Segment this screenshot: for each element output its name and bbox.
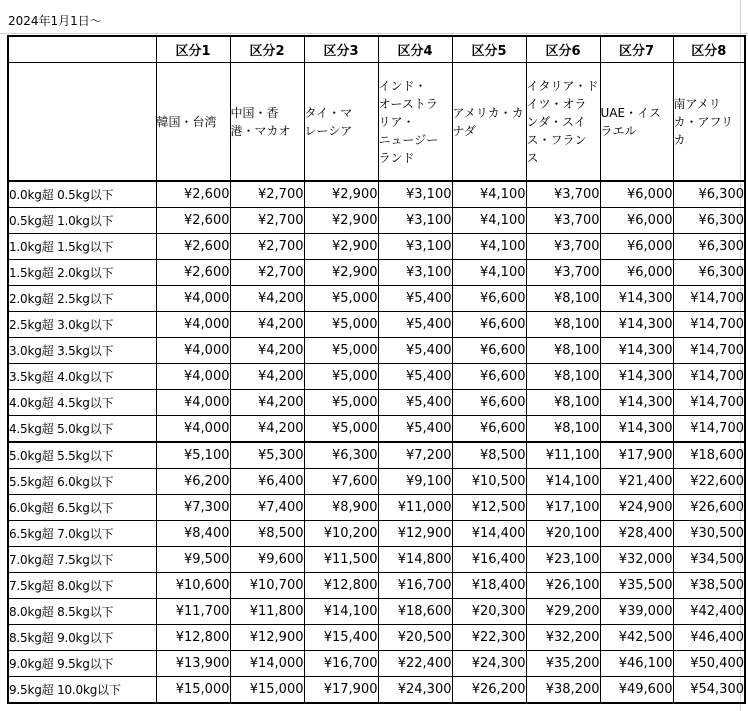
price-cell[interactable]: ¥14,700 <box>673 286 745 312</box>
price-cell[interactable]: ¥8,100 <box>526 312 600 338</box>
weight-range-cell[interactable]: 5.5kg超 6.0kg以下 <box>8 469 156 495</box>
weight-range-cell[interactable]: 1.5kg超 2.0kg以下 <box>8 260 156 286</box>
price-cell[interactable]: ¥46,100 <box>600 651 673 677</box>
price-cell[interactable]: ¥34,500 <box>673 547 745 573</box>
price-cell[interactable]: ¥12,900 <box>378 521 452 547</box>
rate-row <box>8 599 745 625</box>
price-cell[interactable]: ¥23,100 <box>526 547 600 573</box>
weight-range-cell[interactable]: 8.5kg超 9.0kg以下 <box>8 625 156 651</box>
rate-row <box>8 625 745 651</box>
weight-range-cell[interactable]: 5.0kg超 5.5kg以下 <box>8 442 156 469</box>
price-cell[interactable]: ¥10,600 <box>156 573 230 599</box>
zone-header-cell[interactable]: 区分4 <box>378 36 452 63</box>
price-cell[interactable]: ¥14,700 <box>673 416 745 443</box>
price-cell[interactable]: ¥6,000 <box>600 181 673 208</box>
zone-header-cell[interactable]: 区分7 <box>600 36 673 63</box>
price-cell[interactable]: ¥6,000 <box>600 260 673 286</box>
price-cell[interactable]: ¥35,200 <box>526 651 600 677</box>
weight-range-cell[interactable]: 3.0kg超 3.5kg以下 <box>8 338 156 364</box>
price-cell[interactable]: ¥4,100 <box>452 208 526 234</box>
price-cell[interactable]: ¥14,000 <box>230 651 304 677</box>
price-cell[interactable]: ¥42,400 <box>673 599 745 625</box>
price-cell[interactable]: ¥42,500 <box>600 625 673 651</box>
price-cell[interactable]: ¥14,400 <box>452 521 526 547</box>
price-cell[interactable]: ¥5,400 <box>378 286 452 312</box>
price-cell[interactable]: ¥2,900 <box>304 208 378 234</box>
price-cell[interactable]: ¥49,600 <box>600 677 673 704</box>
price-cell[interactable]: ¥2,700 <box>230 260 304 286</box>
price-cell[interactable]: ¥29,200 <box>526 599 600 625</box>
price-cell[interactable]: ¥54,300 <box>673 677 745 704</box>
rate-row <box>8 208 745 234</box>
price-cell[interactable]: ¥14,300 <box>600 312 673 338</box>
price-cell[interactable]: ¥17,900 <box>600 442 673 469</box>
price-cell[interactable]: ¥12,900 <box>230 625 304 651</box>
price-cell[interactable]: ¥5,000 <box>304 312 378 338</box>
price-cell[interactable]: ¥32,000 <box>600 547 673 573</box>
price-cell[interactable]: ¥4,200 <box>230 286 304 312</box>
price-cell[interactable]: ¥38,200 <box>526 677 600 704</box>
rate-row <box>8 364 745 390</box>
zone-header-cell[interactable]: 区分1 <box>156 36 230 63</box>
rate-row <box>8 521 745 547</box>
price-cell[interactable]: ¥6,300 <box>304 442 378 469</box>
region-cell[interactable]: インド・ オーストラ リア・ ニュージー ランド <box>378 63 452 182</box>
price-cell[interactable]: ¥22,400 <box>378 651 452 677</box>
price-cell[interactable]: ¥30,500 <box>673 521 745 547</box>
price-cell[interactable]: ¥7,600 <box>304 469 378 495</box>
price-cell[interactable]: ¥12,500 <box>452 495 526 521</box>
price-cell[interactable]: ¥13,900 <box>156 651 230 677</box>
price-cell[interactable]: ¥6,600 <box>452 390 526 416</box>
weight-range-cell[interactable]: 6.5kg超 7.0kg以下 <box>8 521 156 547</box>
region-cell[interactable]: イタリア・ド イツ・オラ ンダ・スイ ス・フラン ス <box>526 63 600 182</box>
price-cell[interactable]: ¥3,100 <box>378 208 452 234</box>
price-cell[interactable]: ¥4,200 <box>230 364 304 390</box>
price-cell[interactable]: ¥24,300 <box>452 651 526 677</box>
price-cell[interactable]: ¥4,000 <box>156 390 230 416</box>
weight-range-cell[interactable]: 9.0kg超 9.5kg以下 <box>8 651 156 677</box>
price-cell[interactable]: ¥12,800 <box>156 625 230 651</box>
price-cell[interactable]: ¥16,700 <box>304 651 378 677</box>
price-cell[interactable]: ¥6,300 <box>673 181 745 208</box>
price-cell[interactable]: ¥26,200 <box>452 677 526 704</box>
price-cell[interactable]: ¥4,000 <box>156 286 230 312</box>
price-cell[interactable]: ¥2,600 <box>156 234 230 260</box>
price-cell[interactable]: ¥14,100 <box>526 469 600 495</box>
price-cell[interactable]: ¥4,000 <box>156 416 230 443</box>
price-cell[interactable]: ¥4,000 <box>156 338 230 364</box>
price-cell[interactable]: ¥15,400 <box>304 625 378 651</box>
rate-row <box>8 286 745 312</box>
price-cell[interactable]: ¥5,400 <box>378 364 452 390</box>
price-cell[interactable]: ¥26,600 <box>673 495 745 521</box>
price-cell[interactable]: ¥35,500 <box>600 573 673 599</box>
price-cell[interactable]: ¥4,200 <box>230 416 304 443</box>
price-cell[interactable]: ¥11,000 <box>378 495 452 521</box>
zone-header-cell[interactable]: 区分3 <box>304 36 378 63</box>
price-cell[interactable]: ¥5,000 <box>304 390 378 416</box>
rate-row <box>8 469 745 495</box>
price-cell[interactable]: ¥38,500 <box>673 573 745 599</box>
price-cell[interactable]: ¥4,100 <box>452 260 526 286</box>
price-cell[interactable]: ¥3,100 <box>378 234 452 260</box>
price-cell[interactable]: ¥3,100 <box>378 260 452 286</box>
price-cell[interactable]: ¥2,900 <box>304 181 378 208</box>
price-cell[interactable]: ¥6,600 <box>452 312 526 338</box>
price-cell[interactable]: ¥11,500 <box>304 547 378 573</box>
price-cell[interactable]: ¥2,700 <box>230 234 304 260</box>
price-cell[interactable]: ¥20,100 <box>526 521 600 547</box>
region-cell[interactable]: UAE・イス ラエル <box>600 63 673 182</box>
price-cell[interactable]: ¥17,900 <box>304 677 378 704</box>
price-cell[interactable]: ¥2,700 <box>230 208 304 234</box>
rate-row <box>8 573 745 599</box>
price-cell[interactable]: ¥6,200 <box>156 469 230 495</box>
rate-row <box>8 260 745 286</box>
price-cell[interactable]: ¥2,700 <box>230 181 304 208</box>
price-cell[interactable]: ¥3,700 <box>526 234 600 260</box>
price-cell[interactable]: ¥14,300 <box>600 390 673 416</box>
price-cell[interactable]: ¥4,000 <box>156 312 230 338</box>
price-cell[interactable]: ¥4,200 <box>230 390 304 416</box>
price-cell[interactable]: ¥5,000 <box>304 286 378 312</box>
price-cell[interactable]: ¥4,200 <box>230 312 304 338</box>
price-cell[interactable]: ¥2,900 <box>304 234 378 260</box>
price-cell[interactable]: ¥3,700 <box>526 208 600 234</box>
weight-range-cell[interactable]: 6.0kg超 6.5kg以下 <box>8 495 156 521</box>
price-cell[interactable]: ¥6,300 <box>673 260 745 286</box>
price-cell[interactable]: ¥6,600 <box>452 416 526 443</box>
price-cell[interactable]: ¥4,100 <box>452 234 526 260</box>
price-cell[interactable]: ¥14,700 <box>673 390 745 416</box>
shipping-rate-table <box>7 35 746 704</box>
price-cell[interactable]: ¥5,000 <box>304 416 378 443</box>
corner-cell[interactable] <box>8 63 156 182</box>
price-cell[interactable]: ¥8,100 <box>526 338 600 364</box>
zone-header-row <box>8 36 745 63</box>
price-cell[interactable]: ¥11,800 <box>230 599 304 625</box>
price-cell[interactable]: ¥14,700 <box>673 338 745 364</box>
price-cell[interactable]: ¥18,600 <box>378 599 452 625</box>
price-cell[interactable]: ¥17,100 <box>526 495 600 521</box>
rate-row <box>8 442 745 469</box>
rate-row <box>8 234 745 260</box>
price-cell[interactable]: ¥8,100 <box>526 364 600 390</box>
price-cell[interactable]: ¥9,100 <box>378 469 452 495</box>
price-cell[interactable]: ¥22,600 <box>673 469 745 495</box>
price-cell[interactable]: ¥21,400 <box>600 469 673 495</box>
price-cell[interactable]: ¥8,400 <box>156 521 230 547</box>
price-cell[interactable]: ¥6,600 <box>452 364 526 390</box>
price-cell[interactable]: ¥5,400 <box>378 338 452 364</box>
price-cell[interactable]: ¥6,600 <box>452 286 526 312</box>
price-cell[interactable]: ¥9,600 <box>230 547 304 573</box>
weight-range-cell[interactable]: 9.5kg超 10.0kg以下 <box>8 677 156 704</box>
price-cell[interactable]: ¥6,300 <box>673 234 745 260</box>
rate-row <box>8 677 745 704</box>
price-cell[interactable]: ¥20,300 <box>452 599 526 625</box>
zone-header-cell[interactable]: 区分2 <box>230 36 304 63</box>
price-cell[interactable]: ¥39,000 <box>600 599 673 625</box>
rate-row <box>8 495 745 521</box>
weight-range-cell[interactable]: 2.0kg超 2.5kg以下 <box>8 286 156 312</box>
price-cell[interactable]: ¥5,100 <box>156 442 230 469</box>
rate-row <box>8 181 745 208</box>
price-cell[interactable]: ¥5,400 <box>378 416 452 443</box>
price-cell[interactable]: ¥9,500 <box>156 547 230 573</box>
price-cell[interactable]: ¥2,900 <box>304 260 378 286</box>
price-cell[interactable]: ¥12,800 <box>304 573 378 599</box>
price-cell[interactable]: ¥2,600 <box>156 181 230 208</box>
price-cell[interactable]: ¥16,700 <box>378 573 452 599</box>
weight-range-cell[interactable]: 4.0kg超 4.5kg以下 <box>8 390 156 416</box>
price-cell[interactable]: ¥14,800 <box>378 547 452 573</box>
weight-range-cell[interactable]: 7.5kg超 8.0kg以下 <box>8 573 156 599</box>
region-cell[interactable]: タイ・マ レーシア <box>304 63 378 182</box>
price-cell[interactable]: ¥14,300 <box>600 338 673 364</box>
weight-range-cell[interactable]: 2.5kg超 3.0kg以下 <box>8 312 156 338</box>
price-cell[interactable]: ¥2,600 <box>156 208 230 234</box>
weight-range-cell[interactable]: 4.5kg超 5.0kg以下 <box>8 416 156 443</box>
price-cell[interactable]: ¥4,000 <box>156 364 230 390</box>
price-cell[interactable]: ¥14,100 <box>304 599 378 625</box>
price-cell[interactable]: ¥18,600 <box>673 442 745 469</box>
price-cell[interactable]: ¥3,700 <box>526 181 600 208</box>
region-cell[interactable]: アメリカ・カ ナダ <box>452 63 526 182</box>
price-cell[interactable]: ¥6,600 <box>452 338 526 364</box>
price-cell[interactable]: ¥15,000 <box>230 677 304 704</box>
price-cell[interactable]: ¥20,500 <box>378 625 452 651</box>
weight-range-cell[interactable]: 1.0kg超 1.5kg以下 <box>8 234 156 260</box>
price-cell[interactable]: ¥2,600 <box>156 260 230 286</box>
price-cell[interactable]: ¥8,500 <box>452 442 526 469</box>
price-cell[interactable]: ¥8,100 <box>526 286 600 312</box>
price-cell[interactable]: ¥3,700 <box>526 260 600 286</box>
price-cell[interactable]: ¥8,100 <box>526 416 600 443</box>
price-cell[interactable]: ¥11,100 <box>526 442 600 469</box>
price-cell[interactable]: ¥8,900 <box>304 495 378 521</box>
price-cell[interactable]: ¥8,500 <box>230 521 304 547</box>
price-cell[interactable]: ¥6,000 <box>600 208 673 234</box>
rate-row <box>8 547 745 573</box>
price-cell[interactable]: ¥11,700 <box>156 599 230 625</box>
price-cell[interactable]: ¥5,400 <box>378 312 452 338</box>
sheet-gridline <box>0 33 748 34</box>
price-cell[interactable]: ¥6,000 <box>600 234 673 260</box>
price-cell[interactable]: ¥46,400 <box>673 625 745 651</box>
weight-range-cell[interactable]: 7.0kg超 7.5kg以下 <box>8 547 156 573</box>
zone-header-cell[interactable]: 区分8 <box>673 36 745 63</box>
region-cell[interactable]: 南アメリ カ・アフリカ <box>673 63 745 182</box>
price-cell[interactable]: ¥7,300 <box>156 495 230 521</box>
rate-row <box>8 416 745 443</box>
price-cell[interactable]: ¥10,200 <box>304 521 378 547</box>
price-cell[interactable]: ¥22,300 <box>452 625 526 651</box>
price-cell[interactable]: ¥50,400 <box>673 651 745 677</box>
price-cell[interactable]: ¥5,300 <box>230 442 304 469</box>
rate-row <box>8 338 745 364</box>
zone-header-cell[interactable]: 区分5 <box>452 36 526 63</box>
price-cell[interactable]: ¥5,000 <box>304 338 378 364</box>
price-cell[interactable]: ¥10,700 <box>230 573 304 599</box>
price-cell[interactable]: ¥6,300 <box>673 208 745 234</box>
weight-range-cell[interactable]: 0.5kg超 1.0kg以下 <box>8 208 156 234</box>
region-cell[interactable]: 中国・香 港・マカオ <box>230 63 304 182</box>
price-cell[interactable]: ¥14,300 <box>600 416 673 443</box>
region-cell[interactable]: 韓国・台湾 <box>156 63 230 182</box>
price-cell[interactable]: ¥6,400 <box>230 469 304 495</box>
corner-cell[interactable] <box>8 36 156 63</box>
price-cell[interactable]: ¥4,100 <box>452 181 526 208</box>
rate-row <box>8 312 745 338</box>
rate-row <box>8 390 745 416</box>
price-cell[interactable]: ¥14,700 <box>673 364 745 390</box>
effective-date-cell[interactable]: 2024年1月1日～ <box>8 14 102 28</box>
price-cell[interactable]: ¥14,300 <box>600 364 673 390</box>
price-cell[interactable]: ¥3,100 <box>378 181 452 208</box>
price-cell[interactable]: ¥4,200 <box>230 338 304 364</box>
price-cell[interactable]: ¥16,400 <box>452 547 526 573</box>
price-cell[interactable]: ¥5,400 <box>378 390 452 416</box>
price-cell[interactable]: ¥24,300 <box>378 677 452 704</box>
weight-range-cell[interactable]: 0.0kg超 0.5kg以下 <box>8 181 156 208</box>
zone-header-cell[interactable]: 区分6 <box>526 36 600 63</box>
region-header-row <box>8 63 745 182</box>
price-cell[interactable]: ¥14,300 <box>600 286 673 312</box>
price-cell[interactable]: ¥5,000 <box>304 364 378 390</box>
price-cell[interactable]: ¥26,100 <box>526 573 600 599</box>
price-cell[interactable]: ¥24,900 <box>600 495 673 521</box>
price-cell[interactable]: ¥15,000 <box>156 677 230 704</box>
price-cell[interactable]: ¥8,100 <box>526 390 600 416</box>
price-cell[interactable]: ¥7,400 <box>230 495 304 521</box>
weight-range-cell[interactable]: 3.5kg超 4.0kg以下 <box>8 364 156 390</box>
weight-range-cell[interactable]: 8.0kg超 8.5kg以下 <box>8 599 156 625</box>
rate-row <box>8 651 745 677</box>
price-cell[interactable]: ¥14,700 <box>673 312 745 338</box>
price-cell[interactable]: ¥28,400 <box>600 521 673 547</box>
price-cell[interactable]: ¥10,500 <box>452 469 526 495</box>
price-cell[interactable]: ¥32,200 <box>526 625 600 651</box>
price-cell[interactable]: ¥7,200 <box>378 442 452 469</box>
price-cell[interactable]: ¥18,400 <box>452 573 526 599</box>
